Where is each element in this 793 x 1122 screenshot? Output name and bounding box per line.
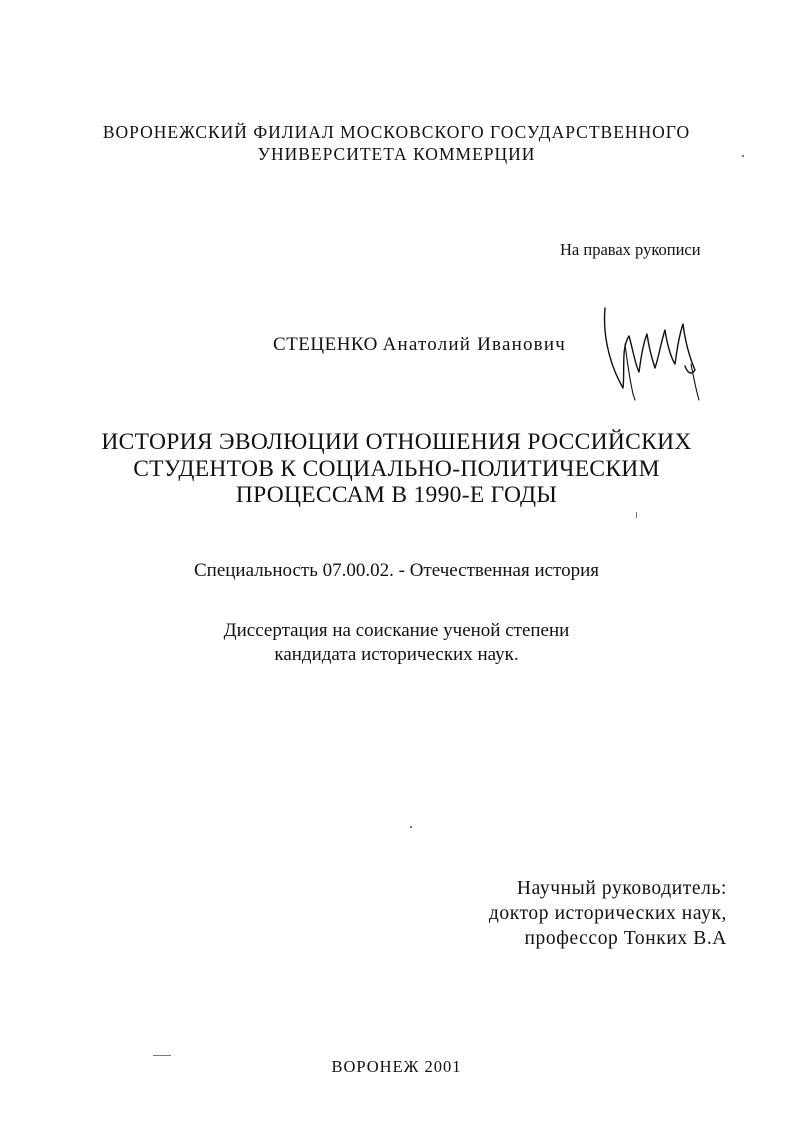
degree-line-1: Диссертация на соискание ученой степени (223, 620, 570, 641)
scientific-supervisor (489, 876, 727, 951)
author-surname: СТЕЦЕНКО (273, 334, 378, 355)
rights-note: На правах рукописи (560, 240, 701, 259)
supervisor-line-2: доктор исторических наук, (488, 903, 727, 924)
supervisor-line-3: профессор Тонких В.А (524, 928, 727, 949)
institution-line-2: УНИВЕРСИТЕТА КОММЕРЦИИ (257, 144, 536, 164)
scan-speck (742, 155, 744, 157)
signature-icon (595, 300, 705, 410)
scan-speck (153, 1055, 171, 1056)
title-line-1: ИСТОРИЯ ЭВОЛЮЦИИ ОТНОШЕНИЯ РОССИЙСКИХ (101, 429, 692, 455)
scan-speck (636, 512, 637, 518)
city-year: ВОРОНЕЖ 2001 (331, 1057, 462, 1076)
degree-statement (0, 619, 793, 667)
author-name (273, 334, 566, 356)
title-line-3: ПРОЦЕССАМ В 1990-Е ГОДЫ (235, 482, 558, 508)
author-given-names: Анатолий Иванович (382, 334, 566, 355)
scan-speck (410, 826, 412, 828)
institution-name (0, 121, 793, 165)
dissertation-title (0, 429, 793, 509)
title-line-2: СТУДЕНТОВ К СОЦИАЛЬНО-ПОЛИТИЧЕСКИМ (133, 455, 660, 482)
specialty: Специальность 07.00.02. - Отечественная история (193, 560, 600, 581)
institution-line-1: ВОРОНЕЖСКИЙ ФИЛИАЛ МОСКОВСКОГО ГОСУДАРСТВЕННОГО (102, 122, 691, 142)
supervisor-line-1: Научный руководитель: (516, 878, 727, 899)
degree-line-2: кандидата исторических наук. (274, 644, 519, 665)
